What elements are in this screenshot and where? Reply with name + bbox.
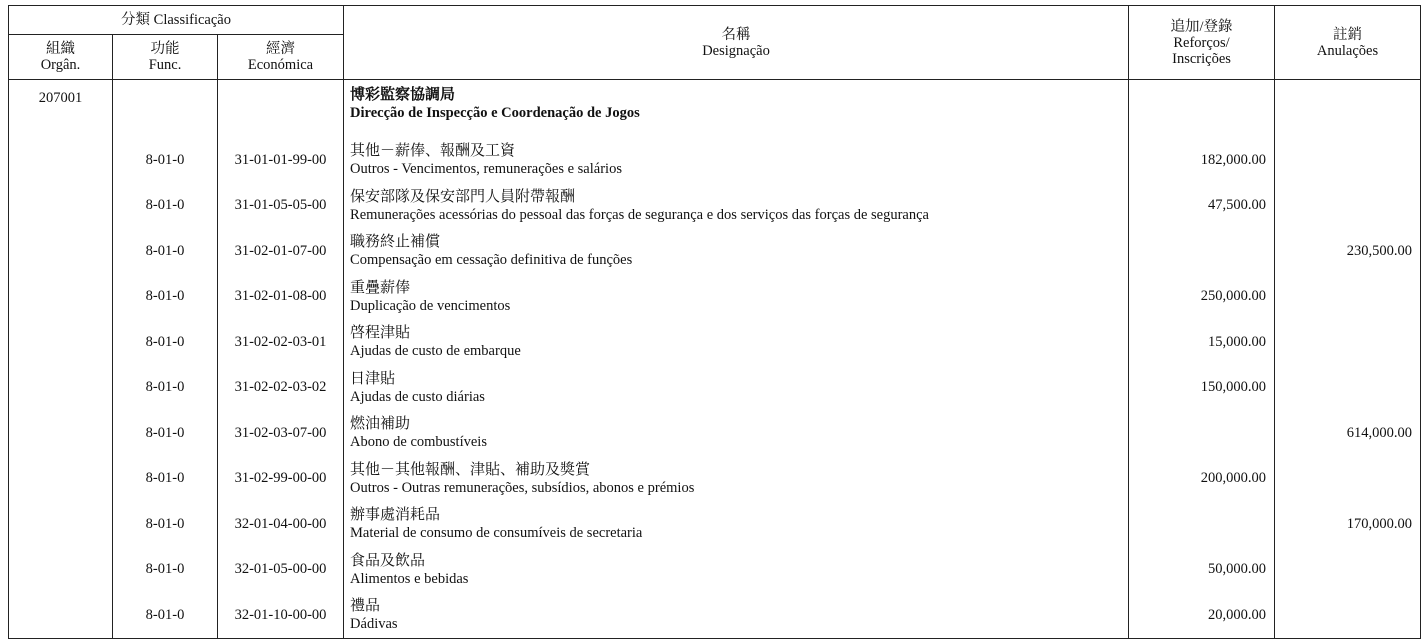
table-row bbox=[9, 456, 1421, 502]
designation-zh: 職務終止補償 bbox=[350, 234, 441, 250]
designation-zh: 其他－其他報酬、津貼、補助及獎賞 bbox=[350, 461, 591, 478]
designation-zh: 日津貼 bbox=[350, 370, 396, 387]
anulacao-amount bbox=[1275, 592, 1421, 638]
designation-cell bbox=[344, 410, 1129, 456]
anulacao-amount bbox=[1275, 365, 1421, 411]
func-code: 8-01-0 bbox=[113, 592, 218, 638]
designation-cell bbox=[344, 547, 1129, 593]
func-code: 8-01-0 bbox=[113, 319, 218, 365]
designation-pt: Ajudas de custo de embarque bbox=[350, 343, 521, 359]
anulacao-amount: 614,000.00 bbox=[1275, 410, 1421, 456]
organ-header: 組織 Orgân. bbox=[9, 35, 113, 80]
designation-pt: Material de consumo de consumíveis de secretaria bbox=[350, 525, 643, 541]
designation-cell bbox=[344, 319, 1129, 365]
organ-cell bbox=[9, 547, 113, 593]
organ-cell bbox=[9, 137, 113, 183]
func-header: 功能 Func. bbox=[113, 35, 218, 80]
organ-cell bbox=[9, 501, 113, 547]
designation-pt: Outros - Outras remunerações, subsídios, abonos e prémios bbox=[350, 479, 695, 496]
table-row bbox=[9, 183, 1421, 229]
designation-zh: 保安部隊及保安部門人員附帶報酬 bbox=[350, 188, 576, 205]
entity-name-zh: 博彩監察協調局 bbox=[350, 87, 456, 103]
designation-zh: 食品及飲品 bbox=[350, 552, 426, 569]
designation-pt: Remunerações acessórias do pessoal das forças de segurança e dos serviços das forças de segurança bbox=[350, 206, 929, 223]
designation-cell bbox=[344, 183, 1129, 229]
table-row bbox=[9, 592, 1421, 638]
table-row bbox=[9, 274, 1421, 320]
designation-pt: Compensação em cessação definitiva de funções bbox=[350, 252, 633, 268]
designation-cell bbox=[344, 501, 1129, 547]
reforco-amount bbox=[1129, 501, 1275, 547]
table-body bbox=[9, 80, 1421, 639]
table-row bbox=[9, 228, 1421, 274]
func-code: 8-01-0 bbox=[113, 274, 218, 320]
designation-zh: 重疊薪俸 bbox=[350, 279, 411, 296]
classification-header: 分類 Classificação bbox=[9, 6, 344, 35]
organ-cell bbox=[9, 592, 113, 638]
designation-pt: Ajudas de custo diárias bbox=[350, 388, 485, 405]
reforcos-header: 追加/登錄 Reforços/ Inscrições bbox=[1129, 6, 1275, 80]
reforco-amount: 47,500.00 bbox=[1129, 183, 1275, 229]
econ-code: 31-02-03-07-00 bbox=[218, 410, 344, 456]
econ-code: 32-01-10-00-00 bbox=[218, 592, 344, 638]
organ-cell bbox=[9, 319, 113, 365]
designation-cell bbox=[344, 228, 1129, 274]
designation-zh: 燃油補助 bbox=[350, 416, 411, 432]
anulacao-amount: 170,000.00 bbox=[1275, 501, 1421, 547]
reforco-amount bbox=[1129, 228, 1275, 274]
table-row bbox=[9, 501, 1421, 547]
designation-cell bbox=[344, 274, 1129, 320]
designation-header: 名稱 Designação bbox=[344, 6, 1129, 80]
table-row bbox=[9, 319, 1421, 365]
anulacao-amount: 230,500.00 bbox=[1275, 228, 1421, 274]
designation-cell bbox=[344, 365, 1129, 411]
organ-cell bbox=[9, 410, 113, 456]
reforco-amount bbox=[1129, 410, 1275, 456]
designation-zh: 辦事處消耗品 bbox=[350, 507, 441, 523]
anulacao-amount bbox=[1275, 137, 1421, 183]
anulacoes-header: 註銷 Anulações bbox=[1275, 6, 1421, 80]
econ-code: 32-01-04-00-00 bbox=[218, 501, 344, 547]
econ-code: 31-02-01-07-00 bbox=[218, 228, 344, 274]
func-code: 8-01-0 bbox=[113, 228, 218, 274]
reforco-amount: 250,000.00 bbox=[1129, 274, 1275, 320]
designation-pt: Abono de combustíveis bbox=[350, 434, 487, 450]
anulacao-amount bbox=[1275, 456, 1421, 502]
anulacao-amount bbox=[1275, 274, 1421, 320]
organ-cell bbox=[9, 274, 113, 320]
entity-row bbox=[9, 80, 1421, 138]
reforco-amount: 15,000.00 bbox=[1129, 319, 1275, 365]
anulacao-amount bbox=[1275, 547, 1421, 593]
designation-pt: Dádivas bbox=[350, 616, 398, 632]
func-code: 8-01-0 bbox=[113, 137, 218, 183]
designation-zh: 啓程津貼 bbox=[350, 325, 411, 341]
reforco-amount: 50,000.00 bbox=[1129, 547, 1275, 593]
organ-cell bbox=[9, 228, 113, 274]
econ-code: 31-01-05-05-00 bbox=[218, 183, 344, 229]
econ-code: 31-01-01-99-00 bbox=[218, 137, 344, 183]
table-row bbox=[9, 137, 1421, 183]
designation-pt: Duplicação de vencimentos bbox=[350, 297, 511, 314]
econ-header: 經濟 Económica bbox=[218, 35, 344, 80]
func-code: 8-01-0 bbox=[113, 365, 218, 411]
func-code: 8-01-0 bbox=[113, 183, 218, 229]
func-code: 8-01-0 bbox=[113, 501, 218, 547]
entity-name-pt: Direcção de Inspecção e Coordenação de Jogos bbox=[350, 105, 640, 121]
func-code: 8-01-0 bbox=[113, 547, 218, 593]
designation-pt: Alimentos e bebidas bbox=[350, 570, 469, 587]
func-code: 8-01-0 bbox=[113, 410, 218, 456]
econ-code: 31-02-99-00-00 bbox=[218, 456, 344, 502]
designation-pt: Outros - Vencimentos, remunerações e salários bbox=[350, 161, 622, 177]
anulacao-amount bbox=[1275, 319, 1421, 365]
reforco-amount: 182,000.00 bbox=[1129, 137, 1275, 183]
designation-zh: 禮品 bbox=[350, 598, 381, 614]
table-row bbox=[9, 547, 1421, 593]
table-row bbox=[9, 410, 1421, 456]
entity-code: 207001 bbox=[9, 80, 113, 138]
organ-cell bbox=[9, 183, 113, 229]
designation-cell bbox=[344, 137, 1129, 183]
econ-code: 31-02-01-08-00 bbox=[218, 274, 344, 320]
budget-table bbox=[8, 5, 1421, 639]
econ-code: 31-02-02-03-02 bbox=[218, 365, 344, 411]
designation-zh: 其他－薪俸、報酬及工資 bbox=[350, 143, 516, 159]
designation-cell bbox=[344, 456, 1129, 502]
entity-designation bbox=[344, 80, 1129, 138]
reforco-amount: 20,000.00 bbox=[1129, 592, 1275, 638]
organ-cell bbox=[9, 456, 113, 502]
table-header bbox=[9, 6, 1421, 80]
func-code: 8-01-0 bbox=[113, 456, 218, 502]
designation-cell bbox=[344, 592, 1129, 638]
reforco-amount: 200,000.00 bbox=[1129, 456, 1275, 502]
econ-code: 32-01-05-00-00 bbox=[218, 547, 344, 593]
table-row bbox=[9, 365, 1421, 411]
anulacao-amount bbox=[1275, 183, 1421, 229]
organ-cell bbox=[9, 365, 113, 411]
reforco-amount: 150,000.00 bbox=[1129, 365, 1275, 411]
econ-code: 31-02-02-03-01 bbox=[218, 319, 344, 365]
